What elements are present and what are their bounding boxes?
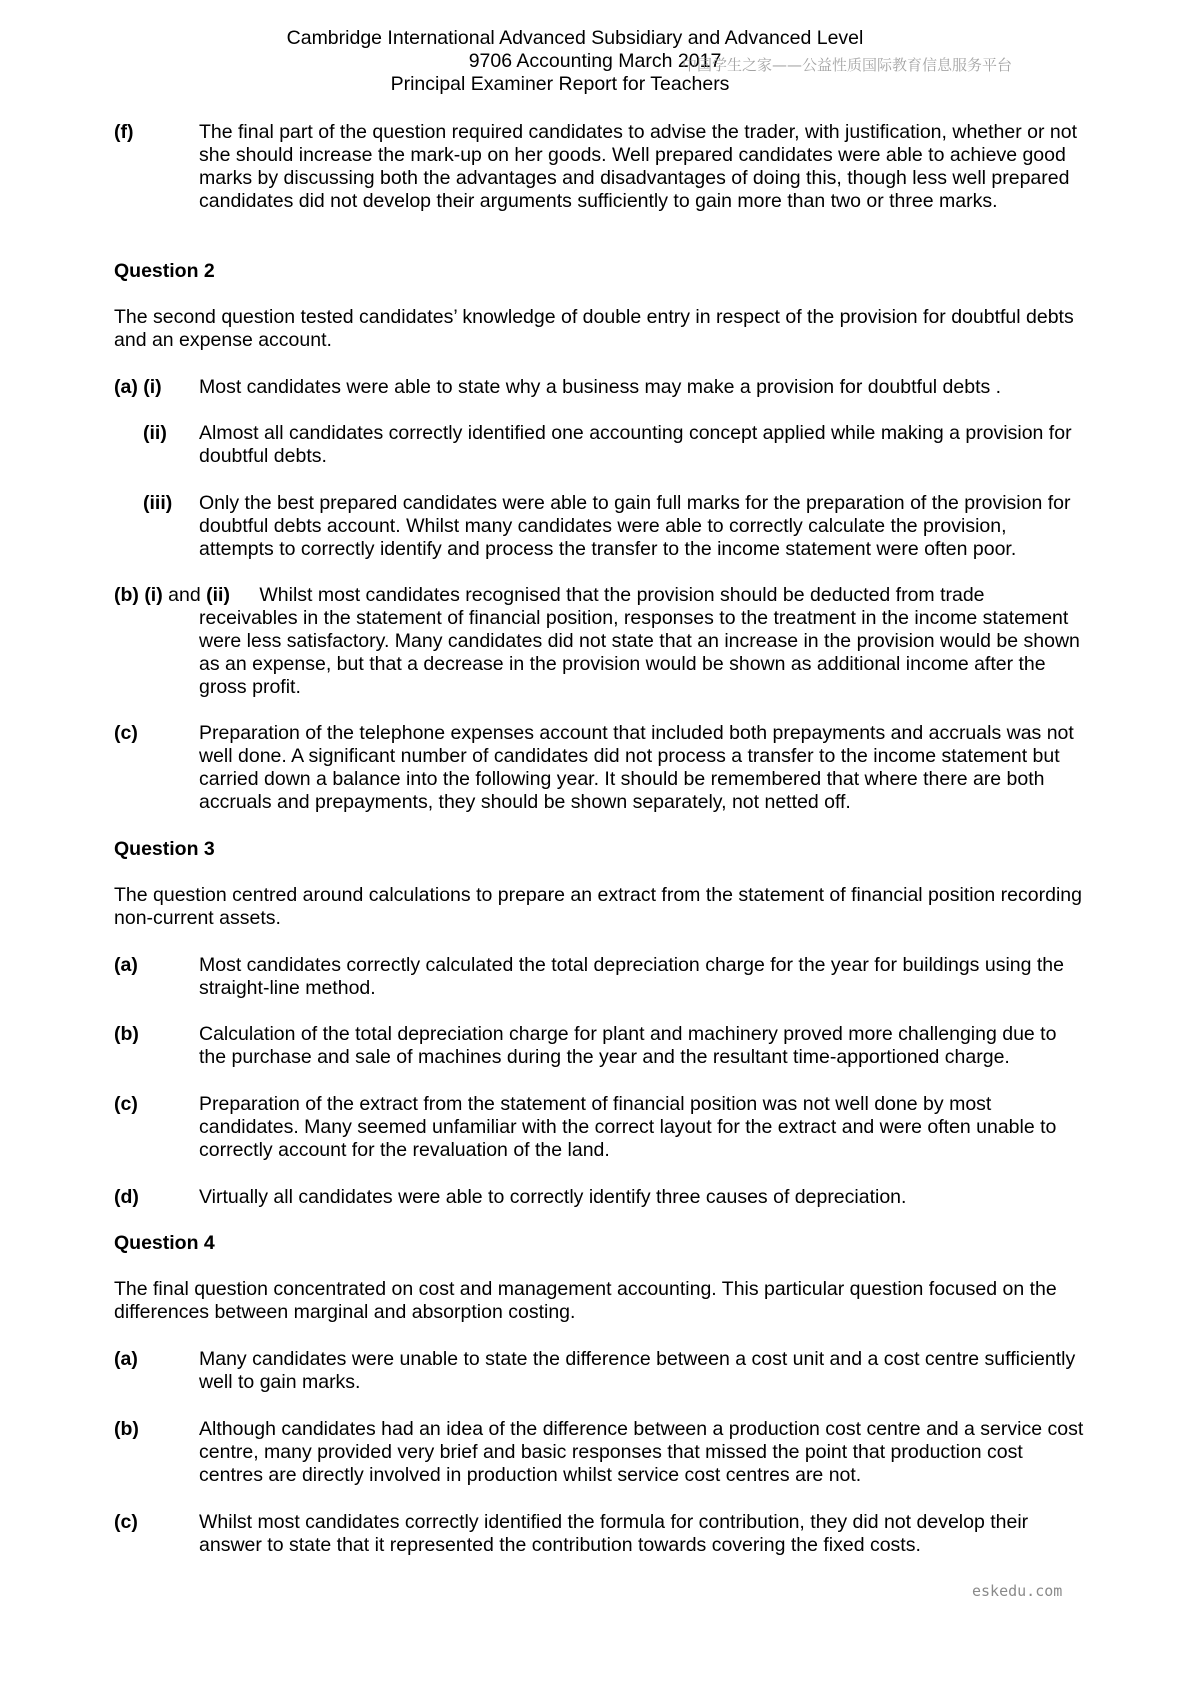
item-text: Most candidates were able to state why a business may make a provision for doubtful debts . bbox=[199, 376, 1002, 398]
item-text: Although candidates had an idea of the difference between a production cost centre and a service cost centre, many provided very brief and basic responses that missed the point that production cost centres are directly involved in production whilst service cost centres are not. bbox=[199, 1418, 1084, 1486]
item-label: (c) bbox=[114, 722, 138, 744]
q4-item-c bbox=[114, 1511, 1084, 1557]
item-label: (a) (i) bbox=[114, 376, 162, 398]
item-text: Whilst most candidates correctly identified the formula for contribution, they did not develop their answer to state that it represented the contribution towards covering the fixed costs. bbox=[199, 1511, 1029, 1556]
item-label: (ii) bbox=[143, 422, 167, 444]
item-label: (a) bbox=[114, 954, 138, 976]
item-label: (iii) bbox=[143, 492, 173, 514]
q2-item-a-iii bbox=[114, 492, 1084, 561]
item-label-and: and bbox=[168, 584, 201, 606]
item-text: Almost all candidates correctly identified one accounting concept applied while making a provision for doubtful debts. bbox=[199, 422, 1072, 467]
item-b-first-line bbox=[114, 584, 1084, 607]
item-label: (c) bbox=[114, 1511, 138, 1533]
item-label: (f) bbox=[114, 121, 134, 143]
item-label: (ii) bbox=[206, 584, 230, 606]
header-line-1: Cambridge International Advanced Subsidiary and Advanced Level bbox=[286, 27, 864, 49]
item-text: Virtually all candidates were able to correctly identify three causes of depreciation. bbox=[199, 1186, 907, 1208]
item-label: (b) (i) bbox=[114, 584, 163, 606]
header-line-2: 9706 Accounting March 2017 bbox=[468, 50, 722, 72]
footer-watermark: eskedu.com bbox=[972, 1582, 1063, 1600]
header-line-3: Principal Examiner Report for Teachers bbox=[390, 73, 730, 95]
q4-item-b bbox=[114, 1418, 1084, 1487]
item-text: Preparation of the extract from the statement of financial position was not well done by most candidates. Many seemed unfamiliar with the correct layout for the extract and were often unable to correctly account for the revaluation of the land. bbox=[199, 1093, 1057, 1161]
item-label: (a) bbox=[114, 1348, 138, 1370]
question-3-heading: Question 3 bbox=[114, 838, 215, 860]
item-text: receivables in the statement of financial position, responses to the treatment in the income statement were less satisfactory. Many candidates did not state that an increase in the provision would be shown as an expense, but that a decrease in the provision would be shown as additional income after the gross profit. bbox=[199, 607, 1080, 698]
q1-item-f bbox=[114, 121, 1084, 213]
q3-item-a bbox=[114, 954, 1084, 1000]
item-text: Most candidates correctly calculated the total depreciation charge for the year for buildings using the straight-line method. bbox=[199, 954, 1064, 999]
q4-item-a bbox=[114, 1348, 1084, 1394]
watermark-text: 中国学生之家——公益性质国际教育信息服务平台 bbox=[682, 56, 1013, 74]
item-text: The final part of the question required candidates to advise the trader, with justification, whether or not she should increase the mark-up on her goods. Well prepared candidates were able to achieve good marks by discussing both the advantages and disadvantages of doing this, though less well prepared candidates did not develop their arguments sufficiently to gain more than two or three marks. bbox=[199, 121, 1078, 212]
question-4-heading: Question 4 bbox=[114, 1232, 215, 1254]
question-2-heading: Question 2 bbox=[114, 260, 215, 282]
item-text: Calculation of the total depreciation charge for plant and machinery proved more challenging due to the purchase and sale of machines during the year and the resultant time-apportioned charge. bbox=[199, 1023, 1057, 1068]
item-label: (c) bbox=[114, 1093, 138, 1115]
item-label: (d) bbox=[114, 1186, 139, 1208]
item-label: (b) bbox=[114, 1418, 139, 1440]
q2-item-c bbox=[114, 722, 1084, 814]
item-label: (b) bbox=[114, 1023, 139, 1045]
question-2-intro: The second question tested candidates’ knowledge of double entry in respect of the provision for doubtful debts and an expense account. bbox=[114, 306, 1074, 351]
item-text-first-line: Whilst most candidates recognised that the provision should be deducted from trade bbox=[259, 584, 985, 606]
question-3-intro: The question centred around calculations to prepare an extract from the statement of financial position recording non-current assets. bbox=[114, 884, 1082, 929]
question-4-intro: The final question concentrated on cost and management accounting. This particular question focused on the differences between marginal and absorption costing. bbox=[114, 1278, 1057, 1323]
item-text: Many candidates were unable to state the difference between a cost unit and a cost centre sufficiently well to gain marks. bbox=[199, 1348, 1076, 1393]
item-text: Only the best prepared candidates were able to gain full marks for the preparation of the provision for doubtful debts account. Whilst many candidates were able to correctly calculate the provision, attempts to correctly identify and process the transfer to the income statement were often poor. bbox=[199, 492, 1071, 560]
q2-item-b bbox=[114, 584, 1084, 699]
item-text: Preparation of the telephone expenses account that included both prepayments and accruals was not well done. A significant number of candidates did not process a transfer to the income statement but carried down a balance into the following year. It should be remembered that where there are both accruals and prepayments, they should be shown separately, not netted off. bbox=[199, 722, 1074, 813]
q2-item-a-i bbox=[114, 376, 1084, 399]
q3-item-b bbox=[114, 1023, 1084, 1069]
q3-item-c bbox=[114, 1093, 1084, 1162]
q3-item-d bbox=[114, 1186, 1084, 1209]
q2-item-a-ii bbox=[114, 422, 1084, 468]
